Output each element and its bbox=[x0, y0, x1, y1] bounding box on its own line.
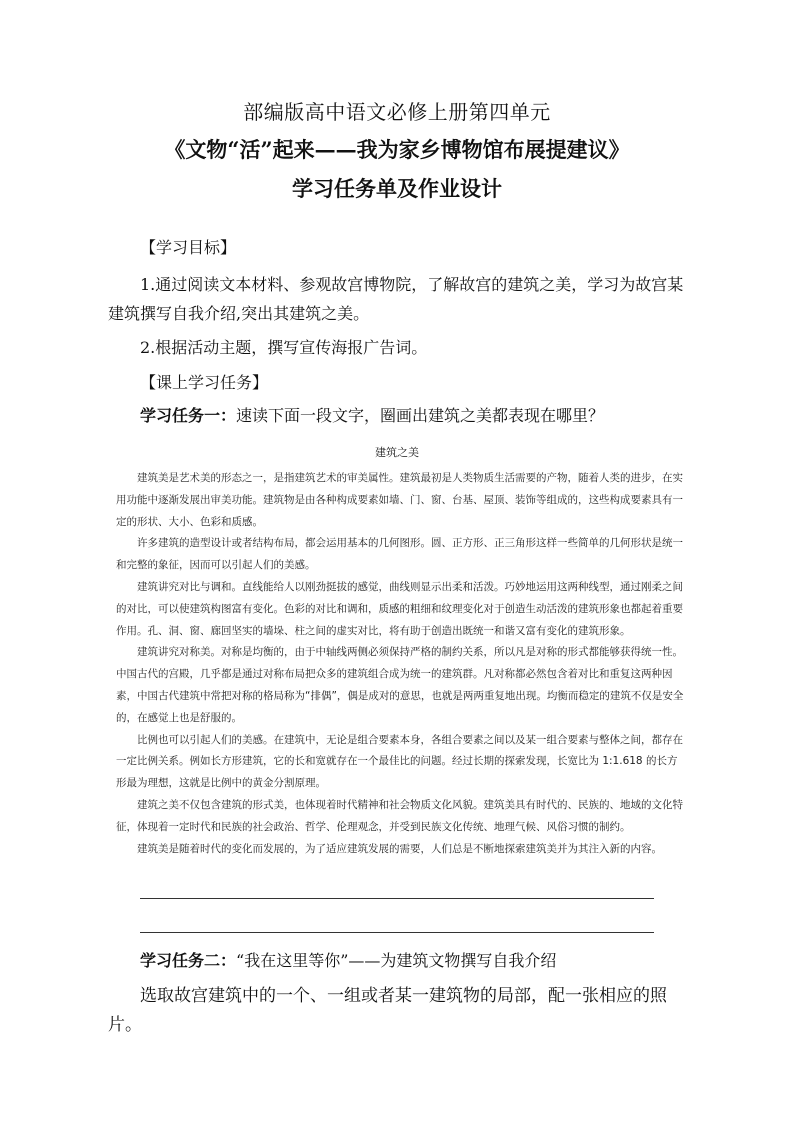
article-title: 建筑之美 bbox=[375, 446, 419, 459]
task-2-description: 选取故宫建筑中的一个、一组或者某一建筑物的局部，配一张相应的照片。 bbox=[108, 986, 667, 1035]
article-paragraph: 许多建筑的造型设计或者结构布局，都会运用基本的几何图形。圆、正方形、正三角形这样一些简单的几何形状是统一和完整的象征，因而可以引起人们的美感。 bbox=[116, 537, 683, 572]
task-2-text: “我在这里等你”——为建筑文物撰写自我介绍 bbox=[236, 951, 557, 970]
task-1 bbox=[108, 401, 688, 430]
task-1-label: 学习任务一： bbox=[140, 406, 237, 425]
objectives-heading: 【学习目标】 bbox=[140, 238, 237, 257]
objective-2: 2.根据活动主题，撰写宣传海报广告词。 bbox=[140, 338, 428, 357]
objective-1: 1.通过阅读文本材料、参观故宫博物院，了解故宫的建筑之美，学习为故宫某建筑撰写自我介绍,突出其建筑之美。 bbox=[108, 275, 684, 323]
article-paragraph: 建筑之美不仅包含建筑的形式美，也体现着时代精神和社会物质文化风貌。建筑美具有时代的、民族的、地域的文化特征，体现着一定时代和民族的社会政治、哲学、伦理观念，并受到民族文化传统、地理气候、风俗习惯的制约。 bbox=[116, 798, 683, 833]
article-paragraph: 建筑讲究对比与调和。直线能给人以刚劲挺拔的感觉，曲线则显示出柔和活泼。巧妙地运用这两种线型，通过刚柔之间的对比，可以使建筑构图富有变化。色彩的对比和调和，质感的粗细和纹理变化对于创造生动活泼的建筑形象也都起着重要作用。孔、洞、窗、廊回坚实的墙垛、柱之间的虚实对比，将有助于创造出既统一和谐又富有变化的建筑形象。 bbox=[116, 580, 683, 637]
task-2-label: 学习任务二： bbox=[140, 951, 237, 970]
article-paragraph: 建筑美是艺术美的形态之一，是指建筑艺术的审美属性。建筑最初是人类物质生活需要的产物，随着人类的进步，在实用功能中逐渐发展出审美功能。建筑物是由各种构成要素如墙、门、窗、台基、屋顶、装饰等组成的，这些构成要素具有一定的形状、大小、色彩和质感。 bbox=[116, 472, 683, 528]
answer-line-1[interactable] bbox=[140, 898, 654, 899]
task-1-text: 速读下面一段文字，圈画出建筑之美都表现在哪里？ bbox=[236, 406, 605, 425]
article-paragraph: 建筑美是随着时代的变化而发展的，为了适应建筑发展的需要，人们总是不断地探索建筑美并为其注入新的内容。 bbox=[137, 842, 662, 855]
lesson-title: 《文物“活”起来——我为家乡博物馆布展提建议》 bbox=[164, 137, 630, 162]
task-2 bbox=[108, 946, 688, 975]
document-title: 学习任务单及作业设计 bbox=[292, 176, 502, 201]
article-paragraph: 建筑讲究对称美。对称是均衡的，由于中轴线两侧必须保持严格的制约关系，所以凡是对称的形式都能够获得统一性。中国古代的宫殿，几乎都是通过对称布局把众多的建筑组合成为统一的建筑群。凡对称都必然包含着对比和重复这两种因素，中国古代建筑中常把对称的格局称为“排偶”，偶是成对的意思，也就是两两重复地出现。均衡而稳定的建筑不仅是安全的，在感觉上也是舒服的。 bbox=[116, 646, 684, 724]
unit-title: 部编版高中语文必修上册第四单元 bbox=[243, 100, 551, 124]
tasks-heading: 【课上学习任务】 bbox=[140, 373, 269, 392]
article-paragraph: 比例也可以引起人们的美感。在建筑中，无论是组合要素本身，各组合要素之间以及某一组合要素与整体之间，都存在一定比例关系。例如长方形建筑，它的长和宽就存在一个最佳比的问题。经过长期的探索发现，长宽比为 1:1.618 的长方形最为理想，这就是比例中的黄金分割原理。 bbox=[116, 733, 683, 790]
article-body bbox=[116, 468, 684, 860]
answer-line-2[interactable] bbox=[140, 932, 654, 933]
